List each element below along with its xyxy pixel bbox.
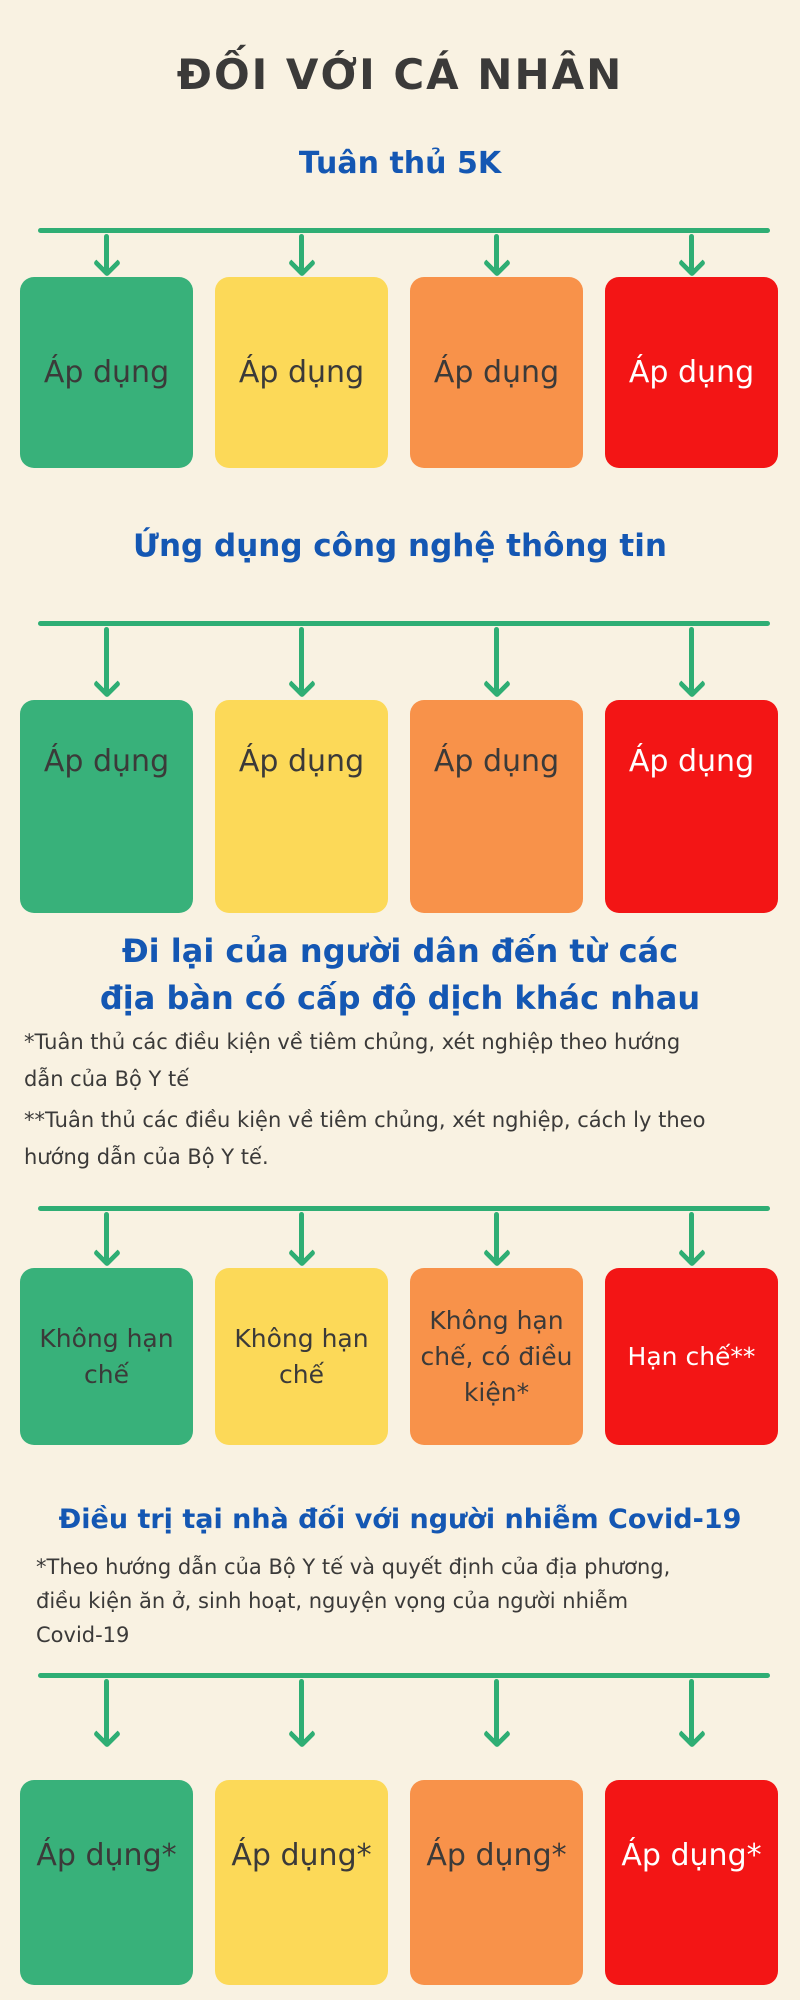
note-line: Covid-19 <box>36 1623 130 1647</box>
note-line: điều kiện ăn ở, sinh hoạt, nguyện vọng của người nhiễm <box>36 1589 629 1613</box>
arrow-down-icon <box>299 1679 304 1745</box>
section-4-heading: Điều trị tại nhà đối với người nhiễm Covid-19 <box>58 1504 742 1535</box>
connector-line <box>38 228 770 233</box>
arrow-down-icon <box>494 627 499 695</box>
box-level-1 <box>20 700 193 913</box>
box-label: Áp dụng <box>433 355 560 390</box>
note-line: *Tuân thủ các điều kiện về tiêm chủng, xét nghiệp theo hướng <box>24 1030 681 1054</box>
box-level-1 <box>20 1780 193 1985</box>
arrow-down-icon <box>299 1212 304 1264</box>
box-label: Áp dụng* <box>36 1838 177 1873</box>
box-level-3 <box>410 277 583 468</box>
box-label: Áp dụng <box>43 744 170 779</box>
box-label: Áp dụng <box>628 744 755 779</box>
box-level-2 <box>215 700 388 913</box>
arrow-down-icon <box>494 234 499 274</box>
section-3-notes <box>24 1024 780 1180</box>
box-label: Áp dụng <box>628 355 755 390</box>
section-3-heading <box>0 928 800 1022</box>
section-4-notes <box>36 1550 780 1652</box>
box-label: Áp dụng* <box>426 1838 567 1873</box>
note-paragraph <box>24 1102 780 1176</box>
arrow-down-icon <box>494 1212 499 1264</box>
box-label: Áp dụng <box>43 355 170 390</box>
arrow-down-icon <box>494 1679 499 1745</box>
box-level-2 <box>215 277 388 468</box>
arrow-down-icon <box>689 627 694 695</box>
arrow-down-icon <box>299 234 304 274</box>
box-level-1 <box>20 1268 193 1445</box>
box-label: Hạn chế** <box>627 1341 756 1371</box>
arrow-down-icon <box>104 1679 109 1745</box>
section-2-heading: Ứng dụng công nghệ thông tin <box>133 528 667 564</box>
page-title: ĐỐI VỚI CÁ NHÂN <box>176 50 624 99</box>
arrow-down-icon <box>689 1212 694 1264</box>
box-label: Không hạn chế <box>234 1323 369 1389</box>
arrow-down-icon <box>104 234 109 274</box>
box-level-4 <box>605 700 778 913</box>
box-label: Không hạn chế <box>39 1323 174 1389</box>
box-level-3 <box>410 700 583 913</box>
section-3-heading-line-1: Đi lại của người dân đến từ các <box>121 932 679 970</box>
arrow-down-icon <box>104 1212 109 1264</box>
arrow-down-icon <box>689 234 694 274</box>
connector-line <box>38 1206 770 1211</box>
box-level-2 <box>215 1780 388 1985</box>
arrow-down-icon <box>689 1679 694 1745</box>
note-line: **Tuân thủ các điều kiện về tiêm chủng, xét nghiệp, cách ly theo <box>24 1108 706 1132</box>
connector-line <box>38 621 770 626</box>
box-label: Áp dụng* <box>621 1838 762 1873</box>
note-paragraph <box>24 1024 780 1098</box>
box-level-1 <box>20 277 193 468</box>
box-label: Không hạn chế, có điều kiện* <box>420 1305 573 1407</box>
box-label: Áp dụng <box>238 744 365 779</box>
box-label: Áp dụng* <box>231 1838 372 1873</box>
box-level-3 <box>410 1780 583 1985</box>
arrow-down-icon <box>104 627 109 695</box>
connector-line <box>38 1673 770 1678</box>
note-line: hướng dẫn của Bộ Y tế. <box>24 1145 269 1169</box>
box-level-2 <box>215 1268 388 1445</box>
section-1-heading: Tuân thủ 5K <box>298 146 502 181</box>
box-level-3 <box>410 1268 583 1445</box>
note-line: dẫn của Bộ Y tế <box>24 1067 190 1091</box>
box-level-4 <box>605 1780 778 1985</box>
box-level-4 <box>605 277 778 468</box>
section-3-heading-line-2: địa bàn có cấp độ dịch khác nhau <box>99 979 701 1017</box>
box-level-4 <box>605 1268 778 1445</box>
box-label: Áp dụng <box>238 355 365 390</box>
note-paragraph <box>36 1550 780 1652</box>
arrow-down-icon <box>299 627 304 695</box>
note-line: *Theo hướng dẫn của Bộ Y tế và quyết định của địa phương, <box>36 1555 671 1579</box>
box-label: Áp dụng <box>433 744 560 779</box>
